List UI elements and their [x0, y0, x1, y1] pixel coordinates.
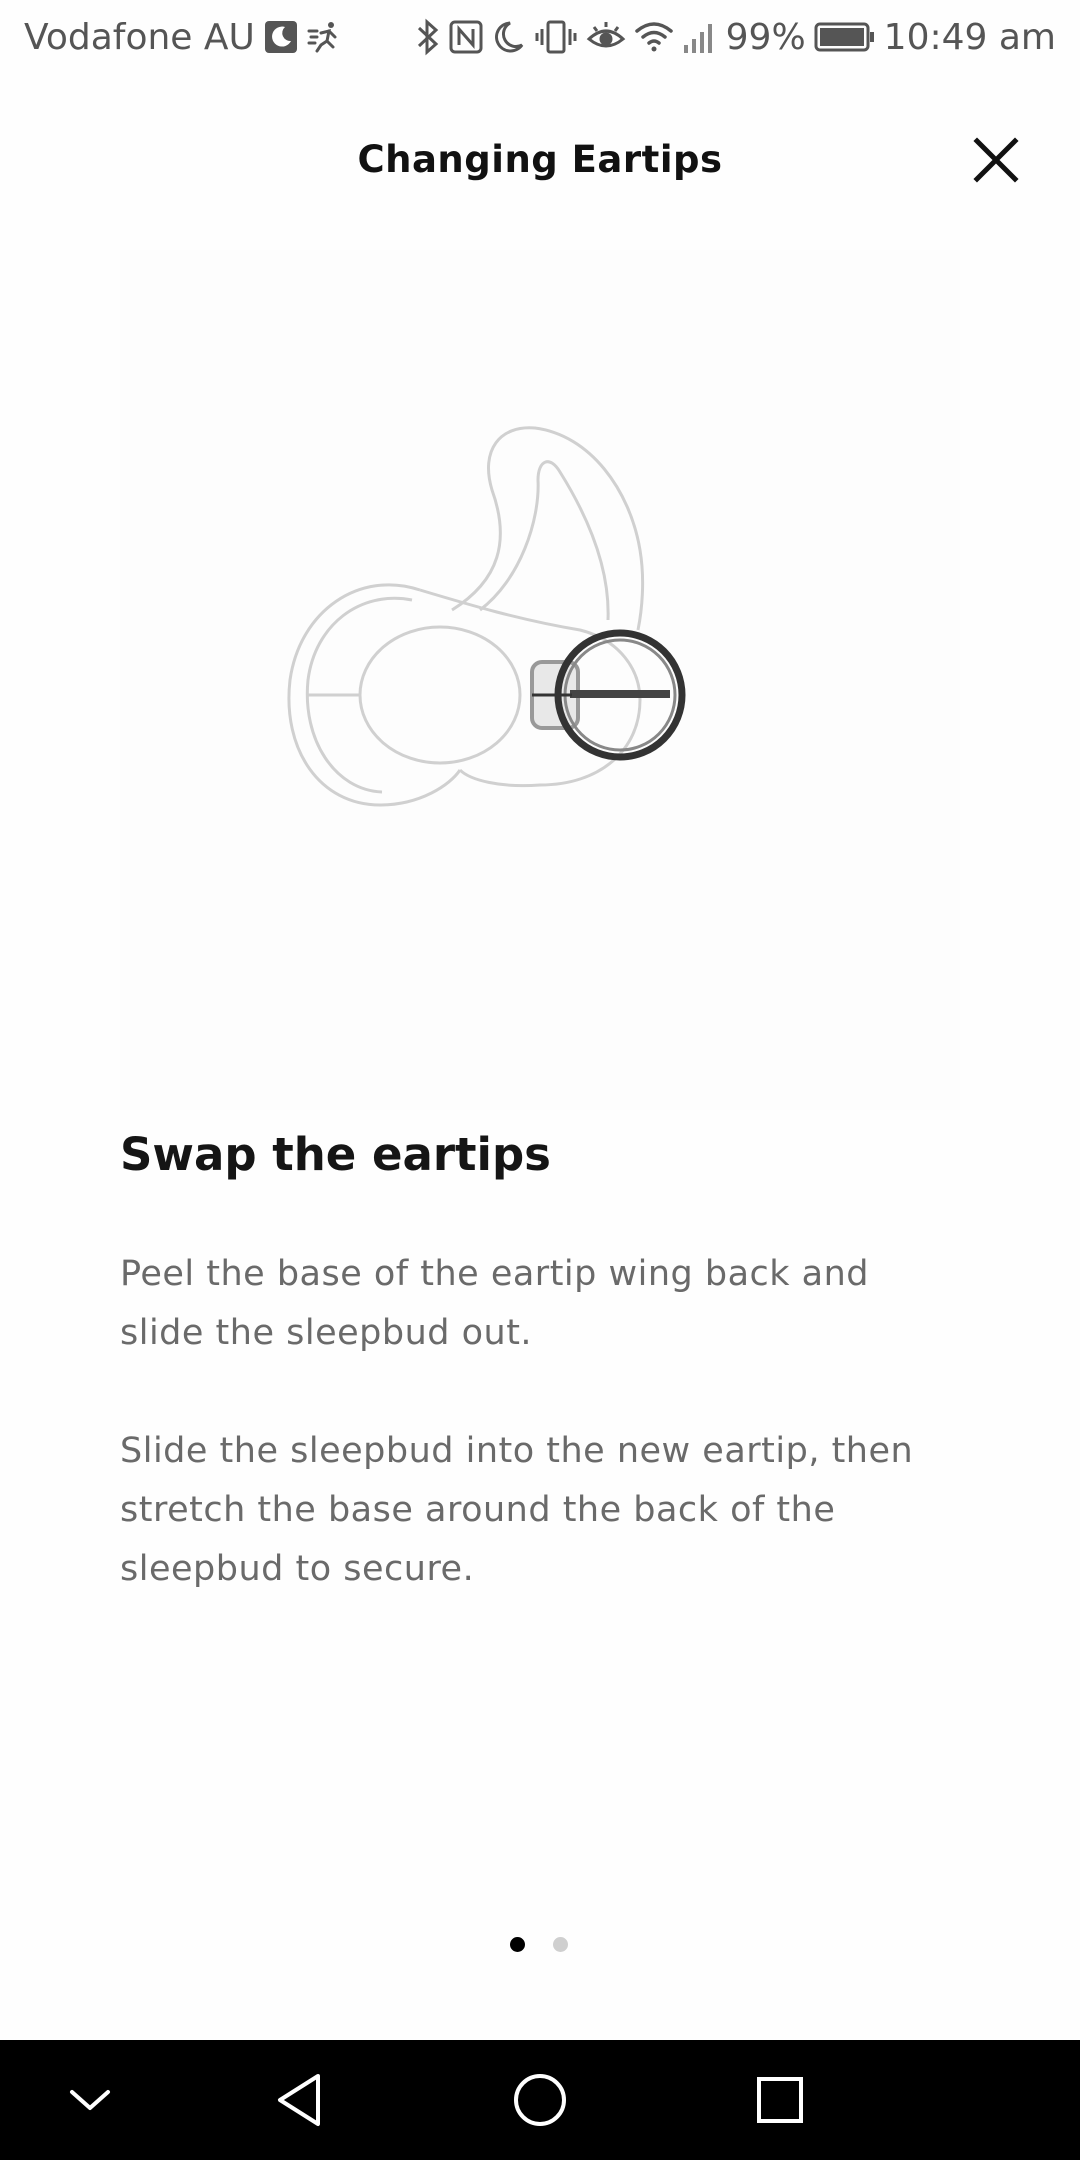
signal-icon: [682, 21, 718, 53]
vibrate-icon: [534, 19, 578, 55]
status-bar-right: [416, 0, 1056, 74]
nfc-icon: [448, 19, 484, 55]
bluetooth-icon: [416, 18, 440, 56]
hide-keyboard-button[interactable]: [30, 2040, 150, 2160]
system-nav-bar: [0, 2040, 1080, 2160]
header: [0, 120, 1080, 206]
step-paragraph-2: Slide the sleepbud into the new eartip, then stretch the base around the back of the sleepbud to secure.: [120, 1431, 914, 1589]
home-icon: [512, 2072, 568, 2128]
eartip-illustration: [120, 250, 960, 1110]
page-title: Changing Eartips: [357, 138, 723, 181]
step-paragraph-1: Peel the base of the eartip wing back and slide the sleepbud out.: [120, 1254, 870, 1353]
moon-notification-icon: [263, 19, 299, 55]
page-dot-active[interactable]: [510, 1937, 525, 1952]
back-icon: [274, 2072, 326, 2128]
close-button[interactable]: [966, 130, 1026, 190]
page-dot-inactive[interactable]: [553, 1937, 568, 1952]
eye-comfort-icon: [586, 19, 626, 55]
home-button[interactable]: [480, 2040, 600, 2160]
wifi-icon: [634, 20, 674, 54]
back-button[interactable]: [240, 2040, 360, 2160]
recents-icon: [755, 2075, 805, 2125]
status-bar-left: [24, 0, 343, 74]
close-icon: [973, 137, 1019, 183]
chevron-down-icon: [68, 2087, 112, 2113]
battery-percent: 99%: [725, 16, 806, 58]
do-not-disturb-icon: [492, 19, 526, 55]
running-icon: [307, 19, 343, 55]
sleepbud-illustration: [120, 250, 960, 1110]
page-indicator: [0, 1937, 1080, 1957]
battery-icon: [814, 21, 876, 53]
status-bar: [0, 0, 1080, 74]
step-title: Swap the eartips: [120, 1128, 551, 1181]
carrier-label: Vodafone AU: [24, 16, 255, 58]
step-content: [120, 1125, 960, 1589]
clock: 10:49 am: [883, 16, 1056, 58]
recents-button[interactable]: [720, 2040, 840, 2160]
